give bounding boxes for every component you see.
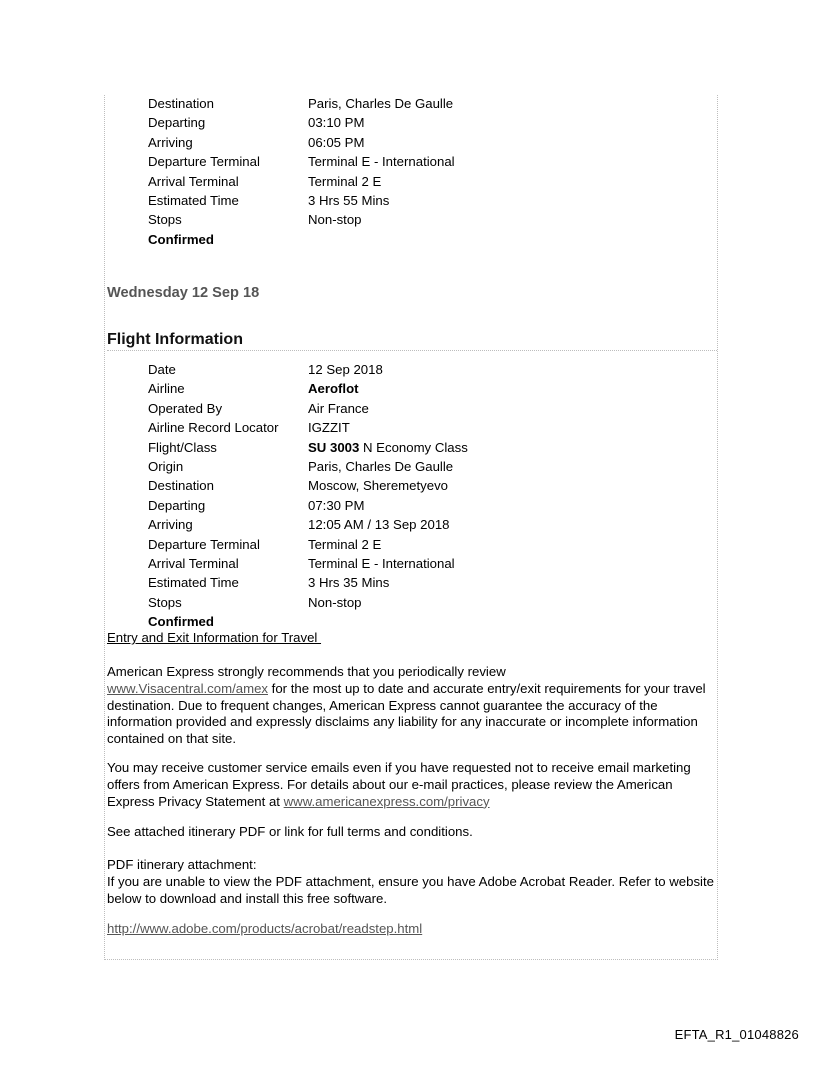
row-label: Arrival Terminal — [148, 173, 239, 189]
row-value: Terminal 2 E — [308, 536, 382, 552]
segment2-stops-row — [148, 593, 668, 612]
segment2-estimated-time-row — [148, 573, 668, 592]
adobe-download-link[interactable]: http://www.adobe.com/products/acrobat/readstep.html — [107, 921, 423, 936]
row-value: Moscow, Sheremetyevo — [308, 478, 448, 494]
row-label: Stops — [148, 594, 182, 610]
segment1-status: Confirmed — [148, 231, 214, 247]
privacy-link[interactable]: www.americanexpress.com/privacy — [283, 793, 490, 809]
email-text: You may receive customer service emails even if you have requested not to receive email marketing offers from American Express. For details about our e-mail practices, please review the American Express Privacy Statement at — [107, 760, 691, 809]
segment2-destination-row — [148, 476, 668, 495]
row-value: 12 Sep 2018 — [308, 362, 383, 377]
row-label: Airline Record Locator — [148, 420, 279, 436]
row-label: Stops — [148, 212, 182, 228]
row-label: Airline — [148, 381, 185, 397]
row-value: Paris, Charles De Gaulle — [308, 96, 454, 111]
row-label: Arriving — [148, 517, 193, 533]
adobe-link-paragraph — [107, 921, 719, 938]
segment2-airline-row — [148, 379, 668, 398]
segment1-departure-terminal-row — [148, 152, 668, 171]
flight-class: N Economy Class — [359, 439, 468, 455]
row-value: Terminal E - International — [308, 154, 455, 170]
row-value: Air France — [308, 400, 369, 416]
row-label: Estimated Time — [148, 575, 239, 591]
row-value: Non-stop — [308, 594, 362, 610]
segment2-flight-class-row — [148, 438, 668, 457]
row-label: Destination — [148, 96, 214, 111]
flight-number: SU 3003 — [308, 439, 360, 455]
row-label: Destination — [148, 478, 214, 494]
segment1-destination-row — [148, 94, 668, 113]
row-label: Departing — [148, 115, 206, 131]
row-label: Operated By — [148, 400, 223, 416]
row-label: Departing — [148, 497, 206, 513]
visa-text-start: American Express strongly recommends that you periodically review — [107, 664, 506, 679]
row-value: Aeroflot — [308, 381, 359, 397]
segment2-details — [148, 360, 668, 631]
segment2-origin-row — [148, 457, 668, 476]
row-value: 12:05 AM / 13 Sep 2018 — [308, 517, 450, 533]
segment2-departure-terminal-row — [148, 535, 668, 554]
row-label: Departure Terminal — [148, 154, 260, 170]
row-label: Arrival Terminal — [148, 555, 239, 571]
email-paragraph — [107, 760, 719, 810]
row-value: Terminal E - International — [308, 555, 455, 571]
row-label: Date — [148, 362, 176, 377]
pdf-attachment-label: PDF itinerary attachment: — [107, 857, 257, 872]
segment1-details — [148, 94, 668, 249]
segment2-status: Confirmed — [148, 614, 214, 630]
segment1-arrival-terminal-row — [148, 172, 668, 191]
segment1-stops-row — [148, 210, 668, 229]
segment1-departing-row — [148, 113, 668, 132]
row-value: 3 Hrs 35 Mins — [308, 575, 390, 591]
row-label: Flight/Class — [148, 439, 217, 455]
visacentral-link[interactable]: www.Visacentral.com/amex — [107, 680, 268, 696]
row-label: Estimated Time — [148, 192, 239, 208]
row-value: Terminal 2 E — [308, 173, 382, 189]
row-value — [308, 438, 668, 457]
row-value: IGZZIT — [308, 420, 350, 436]
segment2-date-row — [148, 360, 668, 379]
pdf-paragraph — [107, 857, 719, 907]
row-value: 07:30 PM — [308, 497, 365, 513]
visa-text-rest: for the most up to date and accurate entry/exit requirements for your travel destination. Due to frequent changes, American Express cannot guarantee the accuracy of the information provided and expressly disclaims any liability for any inaccurate or incomplete information contained on that site. — [107, 680, 706, 747]
row-label: Departure Terminal — [148, 536, 260, 552]
row-label: Arriving — [148, 134, 193, 150]
segment2-arrival-terminal-row — [148, 554, 668, 573]
row-value: Non-stop — [308, 212, 362, 228]
segment2-operated-by-row — [148, 399, 668, 418]
pdf-instructions: If you are unable to view the PDF attachment, ensure you have Adobe Acrobat Reader. Refer to website below to download and install this free software. — [107, 873, 714, 906]
segment2-departing-row — [148, 496, 668, 515]
day-heading: Wednesday 12 Sep 18 — [107, 285, 260, 301]
flight-information-heading: Flight Information — [107, 331, 717, 351]
segment2-arriving-row — [148, 515, 668, 534]
segment2-record-locator-row — [148, 418, 668, 437]
segment1-estimated-time-row — [148, 191, 668, 210]
row-value: 03:10 PM — [308, 115, 365, 131]
segment1-arriving-row — [148, 133, 668, 152]
visa-paragraph — [107, 664, 719, 748]
document-id: EFTA_R1_01048826 — [674, 1027, 799, 1042]
row-label: Origin — [148, 458, 184, 474]
row-value: 3 Hrs 55 Mins — [308, 192, 390, 208]
row-value: Paris, Charles De Gaulle — [308, 458, 454, 474]
row-value: 06:05 PM — [308, 134, 365, 150]
entry-exit-title: Entry and Exit Information for Travel — [107, 630, 322, 645]
terms-paragraph: See attached itinerary PDF or link for full terms and conditions. — [107, 824, 473, 839]
